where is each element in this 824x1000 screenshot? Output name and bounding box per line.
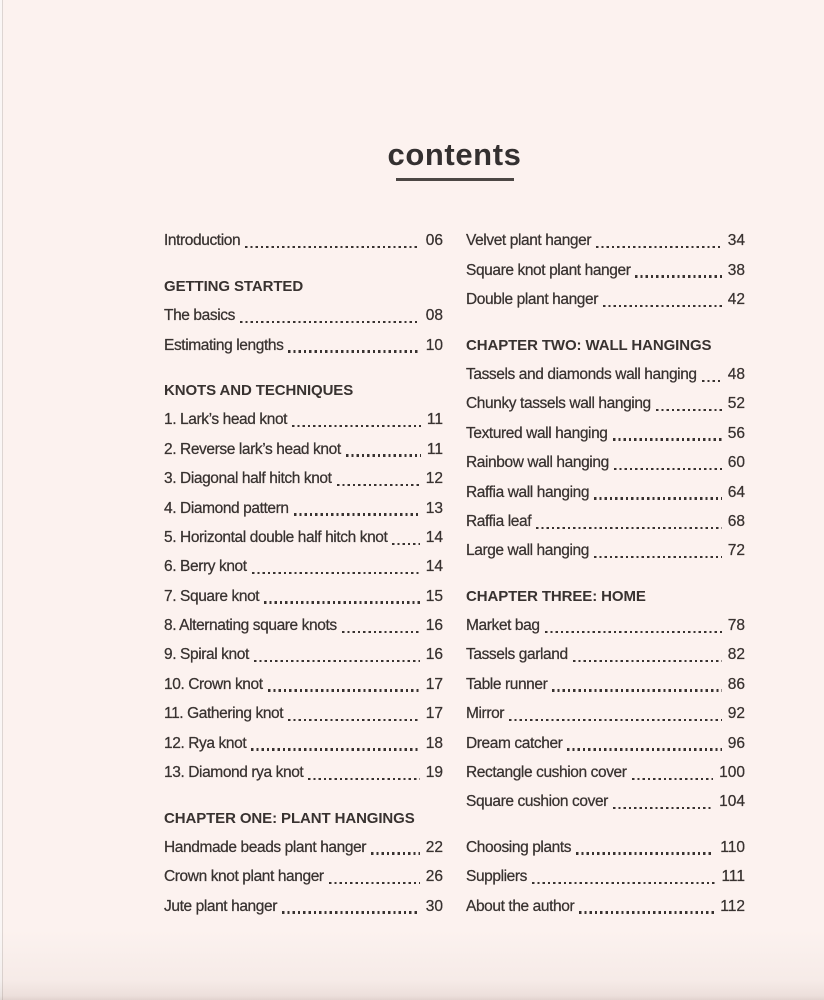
section-heading: CHAPTER TWO: WALL HANGINGS [466, 337, 712, 355]
dot-leader [245, 246, 420, 248]
toc-content [164, 0, 745, 917]
dot-leader [282, 911, 420, 913]
entry-label: 12. Rya knot [164, 734, 247, 752]
entry-label: 5. Horizontal double half hitch knot [164, 528, 388, 546]
toc-entry [164, 754, 443, 783]
dot-leader [656, 409, 722, 411]
page-number: 52 [727, 395, 745, 413]
toc-entry [466, 637, 745, 666]
entry-label: Large wall hanging [466, 542, 589, 560]
toc-entry [164, 695, 443, 724]
entry-label: Introduction [164, 232, 241, 250]
toc-block [164, 223, 443, 252]
dot-leader [292, 425, 421, 427]
page-number: 34 [727, 232, 745, 250]
page-number: 26 [425, 868, 443, 886]
dot-leader [603, 305, 722, 307]
entry-label: Jute plant hanger [164, 897, 277, 915]
dot-leader [702, 380, 722, 382]
page-number: 110 [720, 838, 745, 856]
dot-leader [596, 246, 722, 248]
toc-entry [466, 784, 745, 813]
toc-entry [466, 281, 745, 310]
page-number: 22 [425, 838, 443, 856]
toc-entry [164, 519, 443, 548]
toc-entry [466, 607, 745, 636]
dot-leader [594, 556, 722, 558]
dot-leader [337, 484, 420, 486]
dot-leader [288, 350, 419, 352]
entry-label: Raffia wall hanging [466, 483, 590, 501]
title-underline [396, 178, 514, 181]
dot-leader [545, 631, 722, 633]
toc-entry [466, 858, 745, 887]
entry-label: 2. Reverse lark’s head knot [164, 440, 341, 458]
page-number: 92 [727, 705, 745, 723]
toc-entry [164, 578, 443, 607]
entry-label: Square cushion cover [466, 793, 608, 811]
page-number: 17 [425, 705, 443, 723]
page-number: 06 [425, 232, 443, 250]
page-number: 10 [425, 336, 443, 354]
toc-entry [164, 607, 443, 636]
toc-entry [466, 503, 745, 532]
toc-entry [466, 754, 745, 783]
toc-entry [164, 431, 443, 460]
dot-leader [342, 631, 420, 633]
toc-entry [466, 356, 745, 385]
page-number: 68 [727, 512, 745, 530]
page-number: 82 [727, 646, 745, 664]
dot-leader [614, 468, 722, 470]
entry-label: 8. Alternating square knots [164, 617, 337, 635]
dot-leader [579, 911, 714, 913]
page-number: 16 [425, 646, 443, 664]
section-heading: GETTING STARTED [164, 278, 304, 296]
page-edge-left [0, 0, 3, 1000]
toc-entry [164, 223, 443, 252]
dot-leader [509, 719, 722, 721]
entry-label: Table runner [466, 675, 548, 693]
section-heading: KNOTS AND TECHNIQUES [164, 382, 354, 400]
page-number: 86 [727, 675, 745, 693]
entry-label: Textured wall hanging [466, 424, 608, 442]
dot-leader [567, 748, 721, 750]
entry-label: Dream catcher [466, 734, 563, 752]
toc-entry [466, 532, 745, 561]
entry-label: 3. Diagonal half hitch knot [164, 470, 332, 488]
page-number: 12 [425, 470, 443, 488]
page-number: 100 [719, 764, 745, 782]
toc-entry [164, 460, 443, 489]
entry-label: Tassels and diamonds wall hanging [466, 365, 697, 383]
dot-leader [254, 660, 420, 662]
page-number: 96 [727, 734, 745, 752]
entry-label: Choosing plants [466, 838, 572, 856]
toc-entry [164, 888, 443, 917]
entry-label: 6. Berry knot [164, 558, 247, 576]
toc-entry [164, 725, 443, 754]
entry-label: Raffia leaf [466, 512, 532, 530]
page-number: 14 [425, 558, 443, 576]
entry-label: Rainbow wall hanging [466, 454, 609, 472]
page-title: contents [387, 137, 522, 172]
toc-entry [164, 297, 443, 326]
entry-label: 11. Gathering knot [164, 705, 284, 723]
toc-entry [466, 888, 745, 917]
dot-leader [294, 513, 420, 515]
page-number: 14 [425, 528, 443, 546]
dot-leader [536, 527, 722, 529]
dot-leader [371, 852, 420, 854]
toc-entry [164, 490, 443, 519]
entry-label: The basics [164, 307, 235, 325]
toc-entry [164, 401, 443, 430]
dot-leader [268, 689, 420, 691]
toc-entry [466, 385, 745, 414]
toc-columns [164, 223, 745, 918]
entry-label: Tassels garland [466, 646, 568, 664]
toc-entry [466, 829, 745, 858]
page-number: 60 [727, 454, 745, 472]
page-number: 38 [727, 261, 745, 279]
toc-entry [466, 725, 745, 754]
toc-entry [466, 474, 745, 503]
entry-label: Estimating lengths [164, 336, 284, 354]
entry-label: Double plant hanger [466, 291, 599, 309]
page-number: 78 [727, 617, 745, 635]
toc-entry [466, 666, 745, 695]
entry-label: 9. Spiral knot [164, 646, 249, 664]
entry-label: Square knot plant hanger [466, 261, 631, 279]
dot-leader [329, 882, 420, 884]
page-number: 112 [720, 897, 745, 915]
page-number: 104 [719, 793, 745, 811]
entry-label: Suppliers [466, 868, 528, 886]
page-number: 42 [727, 291, 745, 309]
dot-leader [288, 719, 420, 721]
dot-leader [613, 807, 713, 809]
entry-label: Velvet plant hanger [466, 232, 592, 250]
entry-label: Rectangle cushion cover [466, 764, 627, 782]
toc-block [466, 327, 745, 562]
dot-leader [392, 543, 419, 545]
page-number: 15 [425, 587, 443, 605]
page-edge-bottom-shadow [0, 930, 824, 1000]
entry-label: 7. Square knot [164, 587, 260, 605]
section-heading: CHAPTER ONE: PLANT HANGINGS [164, 809, 415, 827]
toc-entry [164, 637, 443, 666]
page-number: 19 [425, 764, 443, 782]
entry-label: 13. Diamond rya knot [164, 764, 304, 782]
toc-entry [164, 666, 443, 695]
page-number: 72 [727, 542, 745, 560]
dot-leader [635, 275, 721, 277]
dot-leader [251, 748, 420, 750]
toc-entry [164, 327, 443, 356]
page-number: 18 [425, 734, 443, 752]
dot-leader [346, 454, 421, 456]
page-number: 56 [727, 424, 745, 442]
toc-entry [466, 695, 745, 724]
dot-leader [264, 601, 420, 603]
entry-label: Chunky tassels wall hanging [466, 395, 651, 413]
page-number: 17 [425, 675, 443, 693]
toc-block [466, 829, 745, 917]
dot-leader [594, 497, 722, 499]
page-number: 48 [727, 365, 745, 383]
entry-label: Market bag [466, 617, 540, 635]
dot-leader [308, 778, 419, 780]
toc-entry [466, 252, 745, 281]
toc-entry [164, 548, 443, 577]
dot-leader [252, 572, 420, 574]
dot-leader [613, 438, 722, 440]
page-number: 13 [425, 499, 443, 517]
entry-label: 1. Lark’s head knot [164, 411, 288, 429]
page-number: 64 [727, 483, 745, 501]
toc-entry [466, 223, 745, 252]
entry-label: About the author [466, 897, 575, 915]
toc-entry [164, 858, 443, 887]
dot-leader [632, 778, 714, 780]
entry-label: Mirror [466, 705, 505, 723]
toc-entry [466, 415, 745, 444]
entry-label: Crown knot plant hanger [164, 868, 324, 886]
entry-label: Handmade beads plant hanger [164, 838, 367, 856]
toc-block [466, 578, 745, 813]
dot-leader [576, 852, 714, 854]
dot-leader [240, 321, 420, 323]
dot-leader [573, 660, 722, 662]
toc-block [164, 372, 443, 783]
toc-entry [164, 829, 443, 858]
section-heading: CHAPTER THREE: HOME [466, 588, 646, 606]
toc-column-1 [164, 223, 443, 918]
dot-leader [552, 689, 721, 691]
toc-column-2 [466, 223, 745, 918]
page-number: 16 [425, 617, 443, 635]
dot-leader [532, 882, 715, 884]
entry-label: 10. Crown knot [164, 675, 263, 693]
toc-block [164, 800, 443, 918]
toc-entry [466, 444, 745, 473]
page-number: 30 [425, 897, 443, 915]
page-number: 08 [425, 307, 443, 325]
toc-block [466, 223, 745, 311]
entry-label: 4. Diamond pattern [164, 499, 289, 517]
toc-block [164, 268, 443, 356]
page-number: 111 [721, 868, 745, 886]
page-number: 11 [426, 411, 443, 429]
page-number: 11 [426, 440, 443, 458]
